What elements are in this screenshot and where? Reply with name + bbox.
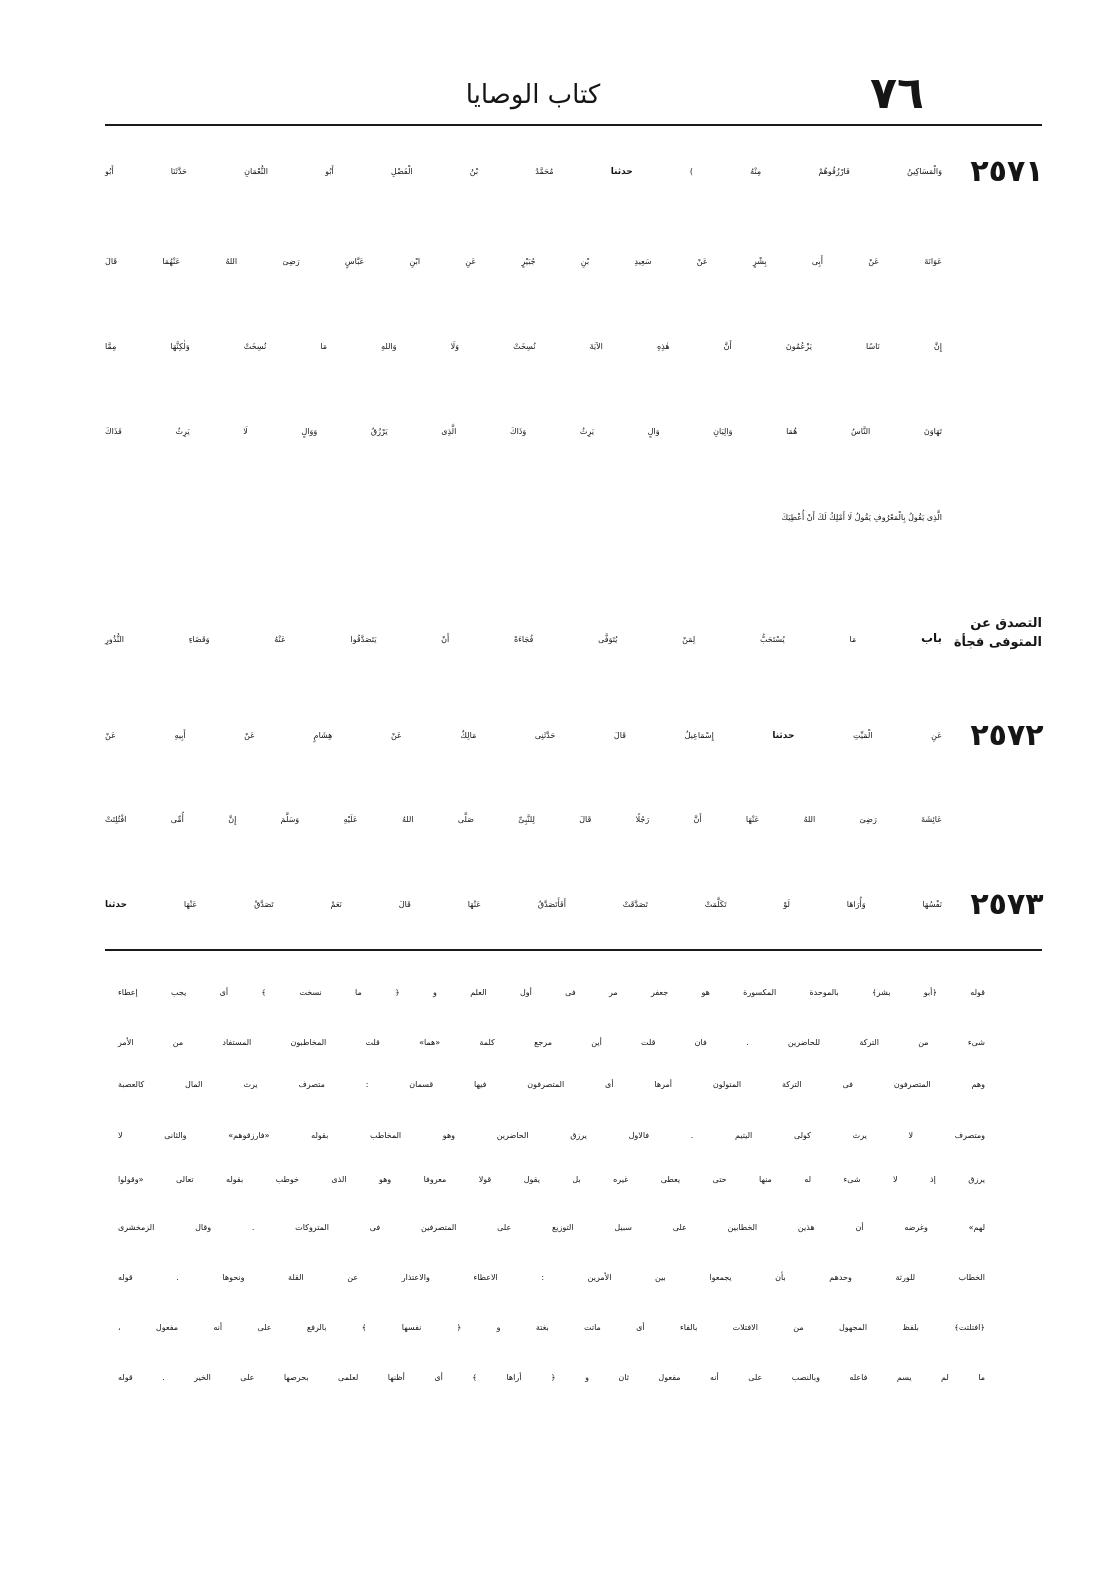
text-segment: مُحَمَّدُ بْنُ الْفَضْلِ أَبُو النُّعْمَانِ حَدَّثَنَا أَبُو <box>105 167 554 176</box>
hadith-number: ٢٥٧٢ <box>970 718 1044 753</box>
margin-note <box>950 614 1042 652</box>
main-text-line: الَّذِى يَقُولُ بِالْمَعْرُوفِ يَقُولُ لَا أَمْلِكُ لَكَ أَنْ أُعْطِيَكَ <box>781 513 942 522</box>
main-text-line: تَهَاوَنَ النَّاسُ هُمَا وَالِيَانِ وَالٍ يَرِثُ وَذَاكَ الَّذِى يَرْزُقُ وَوَالٍ لَا يَرِثُ فَذَاكَ <box>105 427 942 436</box>
text-segment: إِسْمَاعِيلُ قَالَ حَدَّثَنِى مَالِكٌ عَنْ هِشَامٍ عَنْ أَبِيهِ عَنْ <box>105 731 714 740</box>
commentary-line: يرزق إذ لا شىء له منها حتى يعطى غيره بل يقول قولا معروفا وهو الذى خوطب بقوله تعالى «وقولوا <box>118 1175 985 1184</box>
book-title: كتاب الوصايا <box>465 80 601 110</box>
page-number: ٧٦ <box>870 68 924 119</box>
main-text-line: عَائِشَةَ رَضِىَ اللهُ عَنْهَا أَنَّ رَجُلًا قَالَ لِلنَّبِىِّ صَلَّى اللهُ عَلَيْهِ وَسَلَّمَ إِنَّ أُمِّى افْتُلِتَتْ <box>105 815 942 824</box>
commentary-line: الخطاب للورثة وحدهم بأن يجمعوا بين الأمرين : الاعطاء والاعتذار عن القلة ونحوها . قوله <box>118 1273 985 1282</box>
commentary-line: قوله ﴿أبو بشر﴾ بالموحدة المكسورة هو جعفر مر فى أول العلم و ﴿ ما نسخت ﴾ أى يجب إعطاء <box>118 988 985 997</box>
text-segment: نَفْسُهَا وَأُرَاهَا لَوْ تَكَلَّمَتْ تَصَدَّقَتْ أَفَأَتَصَدَّقُ عَنْهَا قَالَ نَعَمْ تَصَدَّقْ عَنْهَا <box>183 900 943 909</box>
margin-note-line: التصدق عن <box>970 616 1042 631</box>
chapter-label: باب <box>920 631 943 645</box>
main-text-line: عَوَانَةَ عَنْ أَبِى بِشْرٍ عَنْ سَعِيدِ بْنِ جُبَيْرٍ عَنِ ابْنِ عَبَّاسٍ رَضِىَ اللهُ عَنْهُمَا قَالَ <box>105 257 942 266</box>
commentary-line: ومتصرف لا يرث كولى اليتيم . فالاول يرزق الحاضرين وهو المخاطب بقوله «فارزقوهم» والثانى لا <box>118 1131 985 1140</box>
narration-mark: حدثنا <box>105 900 128 910</box>
main-text-line <box>105 873 942 937</box>
commentary-line: لهم» وغرضه أن هذين الخطابين على سبيل التوزيع على المتصرفين فى المتروكات . وقال الزمخشرى <box>118 1223 985 1232</box>
header-rule <box>105 124 1042 126</box>
commentary-line: شىء من التركة للحاضرين . فان قلت أين مرجع كلمة «هما» قلت المخاطبون المستفاد من الأمر <box>118 1038 985 1047</box>
commentary-rule <box>105 949 1042 951</box>
commentary-line: ﴿افتلتت﴾ بلفظ المجهول من الافتلات بالفاء أى ماتت بغتة و ﴿ نفسها ﴾ بالرفع على أنه مفعول ، <box>118 1323 985 1332</box>
chapter-title: مَا يُسْتَحَبُّ لِمَنْ يُتَوَفَّى فُجَاءَةً أَنْ يَتَصَدَّقُوا عَنْهُ وَقَضَاءِ النُّذُورِ <box>105 635 857 644</box>
main-text-line <box>105 140 942 204</box>
text-segment: وَالْمَسَاكِينُ فَارْزُقُوهُمْ مِنْهُ ) <box>689 167 943 176</box>
narration-mark: حدثنا <box>610 167 633 177</box>
main-text-line: إِنَّ نَاسًا يَزْعُمُونَ أَنَّ هٰذِهِ الآيَةَ نُسِخَتْ وَلَا وَاللهِ مَا نُسِخَتْ وَلٰكِنَّهَا مِمَّا <box>105 342 942 351</box>
narration-mark: حدثنا <box>772 731 795 741</box>
main-text-line <box>105 704 942 768</box>
chapter-heading <box>105 608 942 672</box>
hadith-number: ٢٥٧١ <box>970 154 1044 189</box>
margin-note-line: المتوفى فجأة <box>953 635 1042 650</box>
hadith-number: ٢٥٧٣ <box>970 887 1044 922</box>
text-segment: عَنِ الْمَيِّتِ <box>853 731 943 740</box>
commentary-line: وهم المتصرفون فى التركة المتولون أمرها أى المتصرفون فيها قسمان : متصرف يرث المال كالعصبة <box>118 1080 985 1089</box>
commentary-line: ما لم يسم فاعله وبالنصب على أنه مفعول ثان و ﴿ أراها ﴾ أى أظنها لعلمى بحرصها على الخير . قوله <box>118 1373 985 1382</box>
